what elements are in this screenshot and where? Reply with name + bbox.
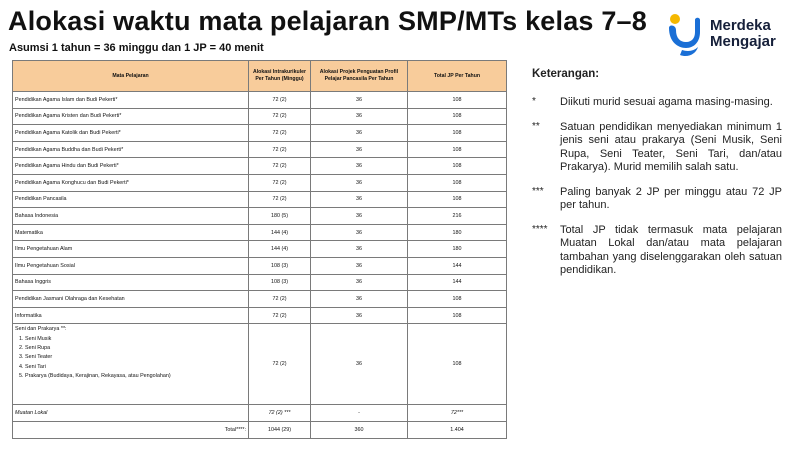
cell-intra: 72 (2): [249, 108, 311, 125]
note-symbol: ****: [532, 223, 548, 235]
cell-intra: 144 (4): [249, 224, 311, 241]
cell-total: 108: [408, 125, 507, 142]
arts-item: 1. Seni Musik: [25, 336, 246, 342]
note-symbol: **: [532, 120, 540, 132]
table-row: [13, 241, 507, 258]
arts-subject-cell: [13, 324, 249, 405]
table-row: [13, 257, 507, 274]
total-label: Total****:: [13, 421, 249, 438]
table-row: [13, 291, 507, 308]
note-item: [532, 224, 782, 278]
cell-intra: 180 (5): [249, 208, 311, 225]
note-text: Paling banyak 2 JP per minggu atau 72 JP per tahun.: [560, 185, 782, 211]
cell-total: 216: [408, 208, 507, 225]
table-row-local: [13, 405, 507, 422]
cell-intra: 108 (3): [249, 257, 311, 274]
cell-total: 144: [408, 274, 507, 291]
col-header-total: Total JP Per Tahun: [408, 61, 507, 92]
note-symbol: *: [532, 96, 536, 107]
table-row: [13, 174, 507, 191]
cell-subject: Bahasa Indonesia: [13, 208, 249, 225]
table-row: [13, 307, 507, 324]
cell-projek: 36: [311, 307, 408, 324]
table-row: [13, 191, 507, 208]
cell-subject: Pendidikan Agama Katolik dan Budi Pekerti*: [13, 125, 249, 142]
cell-subject: Informatika: [13, 307, 249, 324]
cell-intra: 72 (2): [249, 125, 311, 142]
local-projek: -: [311, 405, 408, 422]
cell-total: 144: [408, 257, 507, 274]
cell-subject: Bahasa Inggris: [13, 274, 249, 291]
cell-intra: 72 (2): [249, 174, 311, 191]
arts-total: 108: [408, 324, 507, 405]
cell-subject: Pendidikan Agama Buddha dan Budi Pekerti*: [13, 141, 249, 158]
cell-total: 108: [408, 141, 507, 158]
total-intra: 1044 (29): [249, 421, 311, 438]
cell-projek: 36: [311, 291, 408, 308]
col-header-projek: Alokasi Projek Penguatan Profil Pelajar Pancasila Per Tahun: [311, 61, 408, 92]
cell-total: 108: [408, 291, 507, 308]
table-row: [13, 92, 507, 109]
logo-line-2: Mengajar: [710, 33, 776, 50]
table-row: [13, 141, 507, 158]
logo-line-1: Merdeka: [710, 17, 771, 34]
note-item: [532, 121, 782, 175]
arts-item: 5. Prakarya (Budidaya, Kerajinan, Rekayasa, atau Pengolahan): [25, 373, 246, 379]
arts-projek: 36: [311, 324, 408, 405]
cell-intra: 72 (2): [249, 307, 311, 324]
cell-total: 108: [408, 108, 507, 125]
cell-subject: Pendidikan Agama Hindu dan Budi Pekerti*: [13, 158, 249, 175]
cell-intra: 72 (2): [249, 158, 311, 175]
arts-item: 4. Seni Tari: [25, 364, 246, 370]
cell-total: 108: [408, 92, 507, 109]
note-text: Satuan pendidikan menyediakan minimum 1 jenis seni atau prakarya (Seni Musik, Seni Rupa, Seni Teater, Seni Tari, dan/atau Prakarya). Murid memilih salah satu.: [560, 120, 782, 173]
arts-item: 2. Seni Rupa: [25, 345, 246, 351]
cell-projek: 36: [311, 241, 408, 258]
note-item: [532, 186, 782, 213]
local-intra: 72 (2) ***: [249, 405, 311, 422]
cell-subject: Ilmu Pengetahuan Alam: [13, 241, 249, 258]
arts-item: 3. Seni Teater: [25, 354, 246, 360]
arts-intra: 72 (2): [249, 324, 311, 405]
arts-subject: Seni dan Prakarya **:: [15, 326, 67, 333]
cell-subject: Pendidikan Jasmani Olahraga dan Kesehatan: [13, 291, 249, 308]
cell-projek: 36: [311, 141, 408, 158]
arts-list: [15, 336, 246, 380]
cell-intra: 108 (3): [249, 274, 311, 291]
table-row: [13, 125, 507, 142]
cell-total: 108: [408, 158, 507, 175]
note-item: [532, 96, 782, 110]
cell-total: 108: [408, 307, 507, 324]
cell-subject: Pendidikan Pancasila: [13, 191, 249, 208]
local-subject: Muatan Lokal: [13, 405, 249, 422]
cell-projek: 36: [311, 257, 408, 274]
col-header-subject: Mata Pelajaran: [13, 61, 249, 92]
table-row: [13, 208, 507, 225]
table-row: [13, 158, 507, 175]
page-title: Alokasi waktu mata pelajaran SMP/MTs kelas 7–8: [8, 6, 647, 36]
table-header-row: [13, 61, 507, 92]
page-subtitle: Asumsi 1 tahun = 36 minggu dan 1 JP = 40 menit: [9, 42, 264, 54]
logo-text: [710, 18, 776, 50]
cell-intra: 72 (2): [249, 191, 311, 208]
cell-total: 108: [408, 174, 507, 191]
cell-subject: Pendidikan Agama Konghucu dan Budi Pekerti*: [13, 174, 249, 191]
total-projek: 360: [311, 421, 408, 438]
notes-panel: [532, 68, 782, 289]
cell-intra: 72 (2): [249, 291, 311, 308]
merdeka-mengajar-logo-icon: [666, 12, 704, 58]
cell-subject: Matematika: [13, 224, 249, 241]
cell-projek: 36: [311, 191, 408, 208]
total-total: 1.404: [408, 421, 507, 438]
cell-projek: 36: [311, 92, 408, 109]
cell-projek: 36: [311, 108, 408, 125]
notes-title: Keterangan:: [532, 68, 600, 80]
table-row: [13, 274, 507, 291]
cell-total: 108: [408, 191, 507, 208]
cell-projek: 36: [311, 274, 408, 291]
note-symbol: ***: [532, 185, 544, 197]
cell-projek: 36: [311, 224, 408, 241]
merdeka-mengajar-logo: [666, 12, 796, 58]
note-text: Total JP tidak termasuk mata pelajaran Muatan Lokal dan/atau mata pelajaran tambahan yang diselenggarakan oleh satuan pendidikan.: [560, 223, 782, 276]
cell-projek: 36: [311, 208, 408, 225]
cell-subject: Ilmu Pengetahuan Sosial: [13, 257, 249, 274]
cell-total: 180: [408, 241, 507, 258]
note-text: Diikuti murid sesuai agama masing-masing.: [560, 96, 773, 108]
cell-total: 180: [408, 224, 507, 241]
cell-subject: Pendidikan Agama Kristen dan Budi Pekerti*: [13, 108, 249, 125]
cell-subject: Pendidikan Agama Islam dan Budi Pekerti*: [13, 92, 249, 109]
col-header-intra: Alokasi Intrakurikuler Per Tahun (Minggu): [249, 61, 311, 92]
local-total: 72***: [408, 405, 507, 422]
cell-projek: 36: [311, 174, 408, 191]
cell-intra: 144 (4): [249, 241, 311, 258]
cell-projek: 36: [311, 158, 408, 175]
table-row: [13, 108, 507, 125]
cell-intra: 72 (2): [249, 92, 311, 109]
cell-projek: 36: [311, 125, 408, 142]
table-row-total: [13, 421, 507, 438]
allocation-table: [12, 60, 507, 439]
table-row-arts: [13, 324, 507, 405]
table-row: [13, 224, 507, 241]
cell-intra: 72 (2): [249, 141, 311, 158]
